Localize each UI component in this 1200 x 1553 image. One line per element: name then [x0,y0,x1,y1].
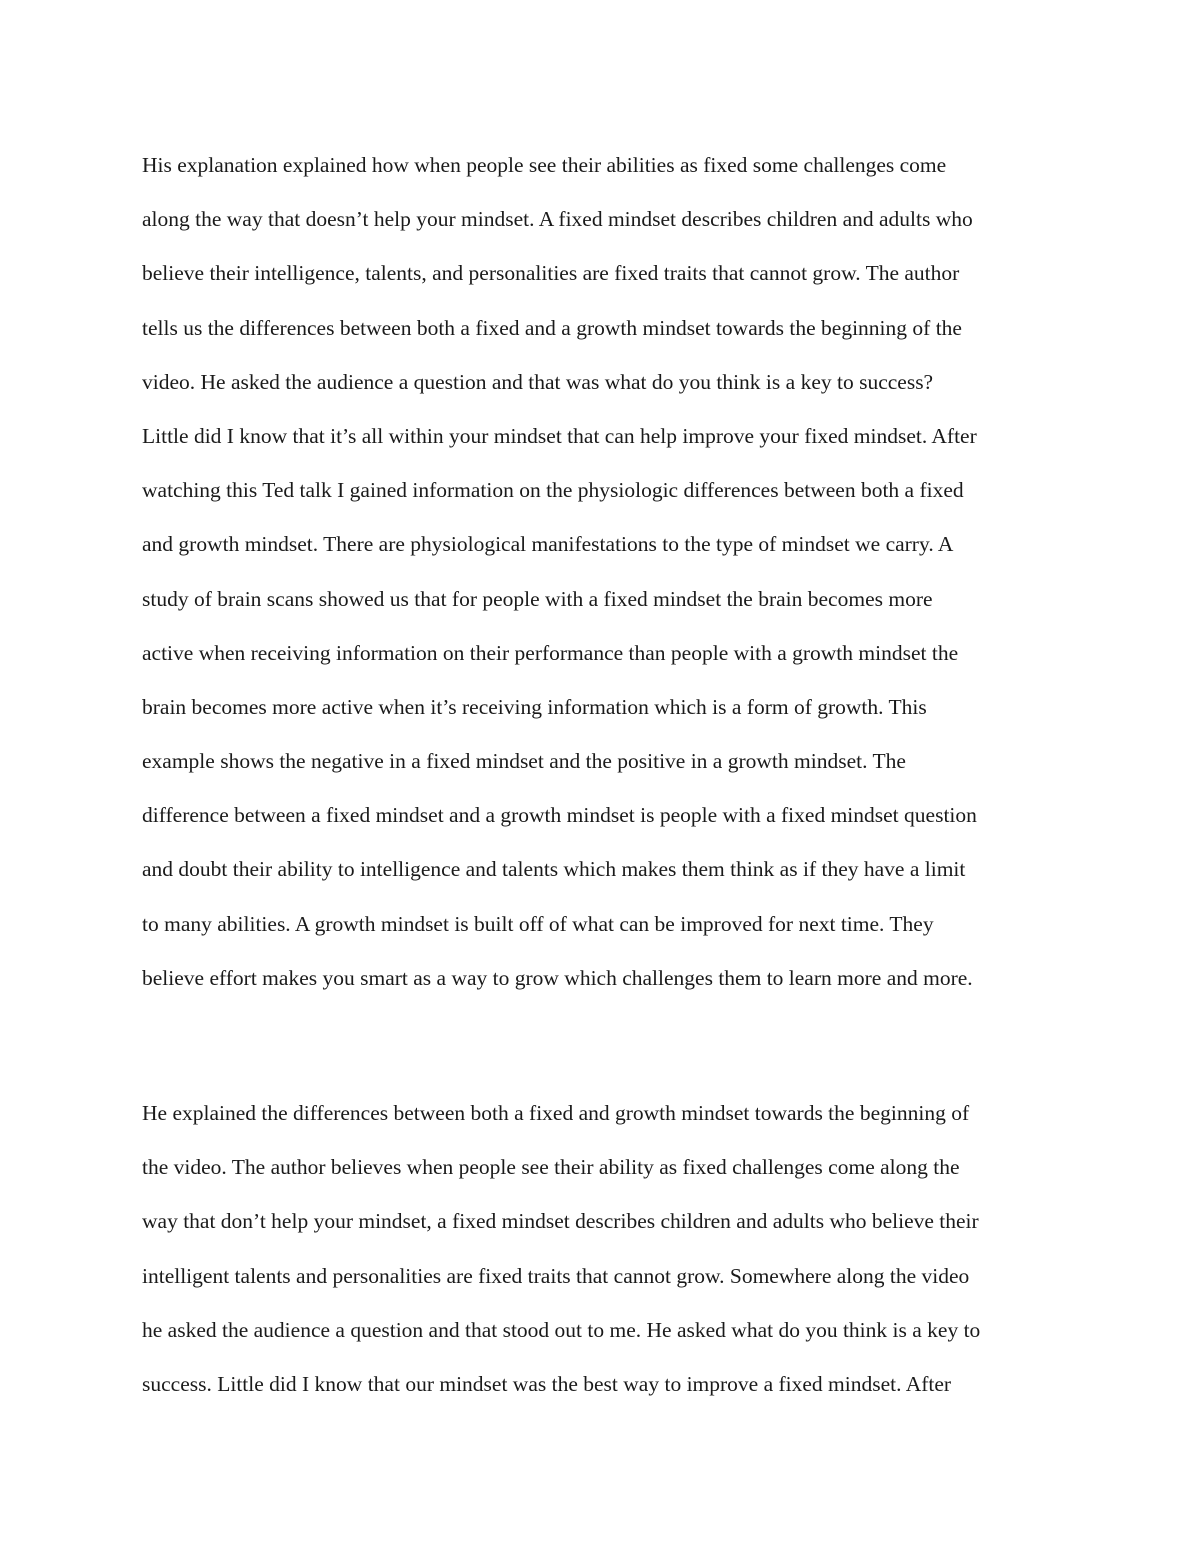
text-line: and doubt their ability to intelligence and talents which makes them think as if they have a limit [142,857,966,882]
text-line: video. He asked the audience a question and that was what do you think is a key to success? [142,369,934,394]
text-line: He explained the differences between both a fixed and growth mindset towards the beginning of [142,1101,970,1125]
paragraph-2 [142,1086,1072,1411]
text-line: Little did I know that it’s all within your mindset that can help improve your fixed mindset. After [142,423,977,448]
text-line: His explanation explained how when people see their abilities as fixed some challenges come [142,153,947,177]
text-line: way that don’t help your mindset, a fixed mindset describes children and adults who believe their [142,1209,979,1234]
text-line: difference between a fixed mindset and a growth mindset is people with a fixed mindset question [142,803,977,828]
text-line: he asked the audience a question and that stood out to me. He asked what do you think is a key to [142,1317,981,1342]
text-line: and growth mindset. There are physiological manifestations to the type of mindset we carry. A [142,532,954,557]
text-line: watching this Ted talk I gained information on the physiologic differences between both a fixed [142,478,964,503]
paragraph-1 [142,138,1072,1005]
text-line: active when receiving information on their performance than people with a growth mindset the [142,640,959,665]
text-line: tells us the differences between both a fixed and a growth mindset towards the beginning of the [142,315,962,340]
text-line: the video. The author believes when people see their ability as fixed challenges come along the [142,1155,960,1180]
text-line: example shows the negative in a fixed mindset and the positive in a growth mindset. The [142,749,906,774]
text-line: intelligent talents and personalities are fixed traits that cannot grow. Somewhere along the video [142,1263,970,1288]
text-line: believe effort makes you smart as a way to grow which challenges them to learn more and more. [142,965,973,990]
text-line: success. Little did I know that our mindset was the best way to improve a fixed mindset. After [142,1371,952,1396]
text-line: brain becomes more active when it’s receiving information which is a form of growth. This [142,694,927,719]
text-line: study of brain scans showed us that for people with a fixed mindset the brain becomes more [142,586,933,611]
text-line: to many abilities. A growth mindset is built off of what can be improved for next time. They [142,911,934,936]
text-line: believe their intelligence, talents, and personalities are fixed traits that cannot grow. The author [142,261,960,286]
text-line: along the way that doesn’t help your mindset. A fixed mindset describes children and adults who [142,207,973,232]
